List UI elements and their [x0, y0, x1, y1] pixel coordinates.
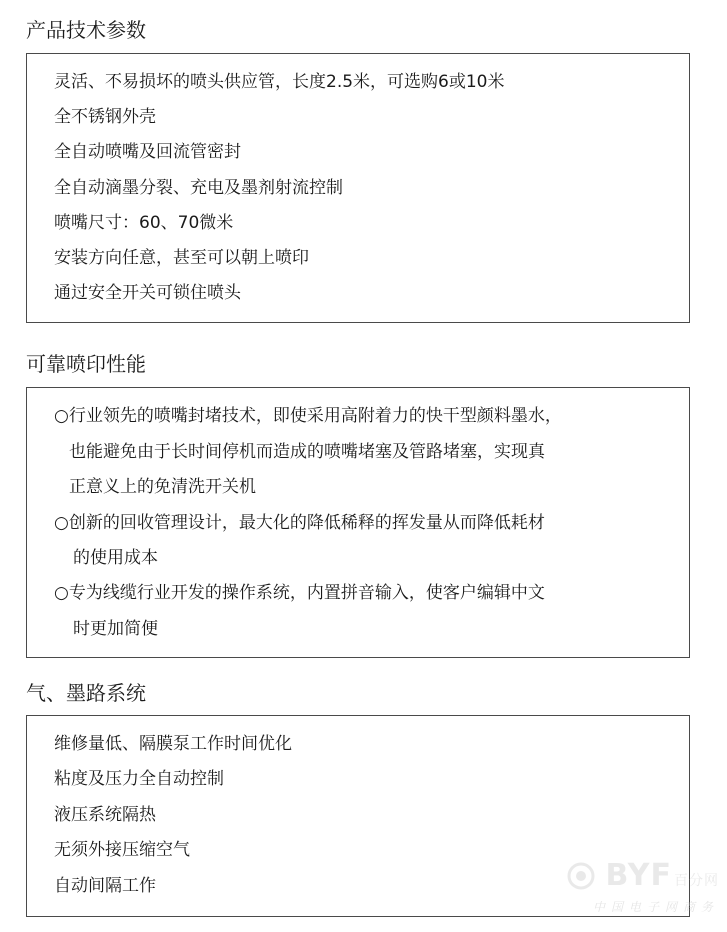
- watermark-subtitle: 中国电子网商务: [592, 900, 719, 914]
- list-item-continuation: 正意义上的免清洗开关机: [69, 477, 256, 497]
- list-item: 全不锈钢外壳: [54, 107, 156, 127]
- watermark-logo-suffix: 百分网: [674, 873, 719, 889]
- list-item: ○专为线缆行业开发的操作系统，内置拼音输入，使客户编辑中文: [54, 583, 545, 603]
- section-title-air-ink-system: 气、墨路系统: [26, 681, 146, 705]
- list-item: 安装方向任意，甚至可以朝上喷印: [54, 248, 309, 268]
- tech-params-box: [26, 53, 690, 323]
- list-item: ○行业领先的喷嘴封堵技术，即使采用高附着力的快干型颜料墨水，: [54, 406, 562, 426]
- list-item: 自动间隔工作: [54, 876, 156, 896]
- list-item: 无须外接压缩空气: [54, 840, 190, 860]
- section-title-tech-params: 产品技术参数: [26, 18, 146, 42]
- list-item: 全自动喷嘴及回流管密封: [54, 142, 241, 162]
- watermark-logo: [606, 858, 719, 893]
- list-item: 液压系统隔热: [54, 805, 156, 825]
- list-item: 全自动滴墨分裂、充电及墨剂射流控制: [54, 178, 343, 198]
- list-item: 灵活、不易损坏的喷头供应管，长度2.5米，可选购6或10米: [54, 72, 505, 92]
- watermark-logo-icon: [567, 862, 595, 890]
- list-item: 喷嘴尺寸：60、70微米: [54, 213, 234, 233]
- watermark-logo-text: BYF: [605, 858, 672, 893]
- list-item: ○创新的回收管理设计，最大化的降低稀释的挥发量从而降低耗材: [54, 513, 545, 533]
- list-item: 粘度及压力全自动控制: [54, 769, 224, 789]
- list-item-continuation: 也能避免由于长时间停机而造成的喷嘴堵塞及管路堵塞，实现真: [69, 442, 545, 462]
- list-item: 维修量低、隔膜泵工作时间优化: [54, 734, 292, 754]
- watermark: [559, 858, 719, 922]
- section-title-reliable-printing: 可靠喷印性能: [26, 352, 146, 376]
- reliable-printing-box: [26, 387, 690, 658]
- list-item-continuation: 的使用成本: [73, 548, 158, 568]
- list-item-continuation: 时更加简便: [73, 619, 158, 639]
- list-item: 通过安全开关可锁住喷头: [54, 283, 241, 303]
